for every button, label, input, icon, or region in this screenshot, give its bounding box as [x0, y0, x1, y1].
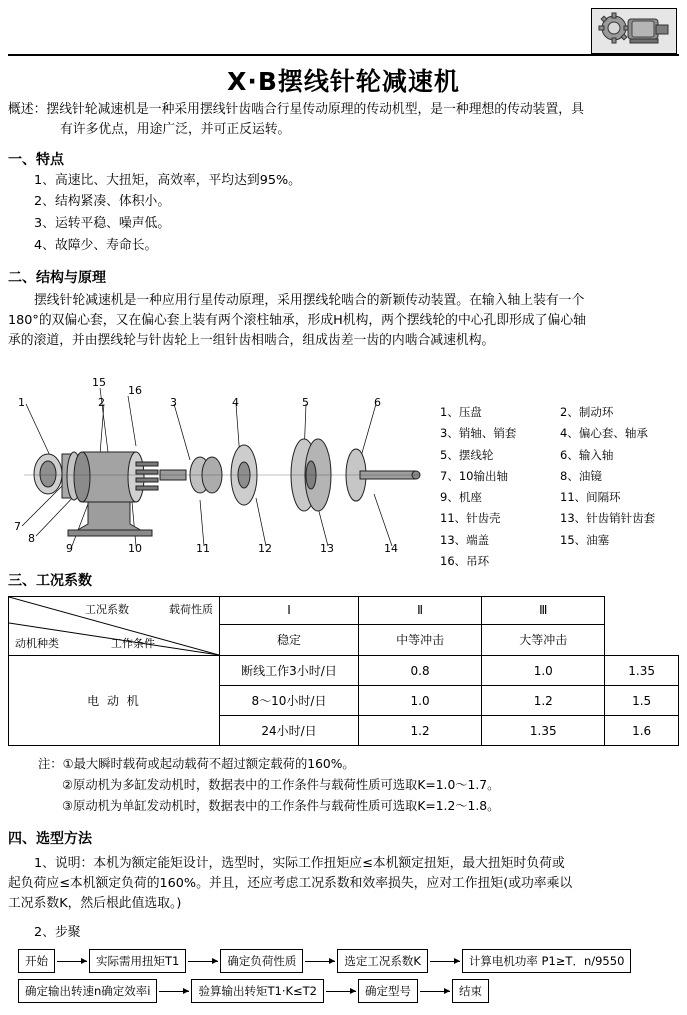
flow-step-speed-eff: 确定输出转速n确定效率i: [18, 979, 157, 1003]
legend-item-4: 4、偏心套、轴承: [560, 426, 648, 441]
section-4-line-3: 工况系数K，然后根此值选取。): [8, 895, 182, 911]
row-3-val-3: 1.6: [605, 716, 679, 746]
note-3: ③原动机为单缸发动机时，数据表中的工作条件与载荷性质可选取K=1.2～1.8。: [62, 798, 500, 813]
corner-load-label: 载荷性质: [169, 603, 213, 616]
callout-16: 16: [128, 384, 142, 397]
row-2-val-2: 1.2: [482, 686, 605, 716]
section-1-list: [34, 171, 679, 256]
row-group-label: 电 动 机: [9, 656, 220, 746]
row-1-val-3: 1.35: [605, 656, 679, 686]
row-3-condition: 24小时/日: [220, 716, 359, 746]
flow-arrow-icon: [57, 961, 87, 962]
flow-arrow-icon: [188, 961, 218, 962]
flow-row-1: [18, 949, 679, 973]
flow-arrow-icon: [326, 991, 356, 992]
table-col-1: Ⅰ: [220, 597, 359, 625]
callout-8: 8: [28, 532, 35, 545]
overview-line-2: 有许多优点，用途广泛，并可正反运转。: [60, 121, 291, 137]
section-2-line-1: 摆线针轮减速机是一种应用行星传动原理，采用摆线轮啮合的新颖传动装置。在输入轴上装有一个: [34, 292, 585, 308]
legend-item-1: 1、压盘: [440, 405, 482, 419]
table-col-sub-1: 稳定: [220, 624, 359, 655]
legend-item-6: 6、输入轴: [560, 447, 614, 462]
section-4-line-2: 起负荷应≤本机额定负荷的160%。并且，还应考虑工况系数和效率损失，应对工作扭矩(或功率乘以: [8, 875, 573, 891]
callout-10: 10: [128, 542, 142, 555]
section-2-line-3: 承的滚道，并由摆线轮与针齿轮上一组针齿相啮合，组成齿差一齿的内啮合减速机构。: [8, 332, 495, 348]
legend-item-3: 3、销轴、销套: [440, 426, 517, 441]
flow-arrow-icon: [159, 991, 189, 992]
callout-1: 1: [18, 396, 25, 409]
flow-step-torque: 实际需用扭矩T1: [89, 949, 186, 973]
flow-arrow-icon: [305, 961, 335, 962]
table-row: [9, 656, 679, 686]
gearbox-exploded-view: [4, 374, 434, 564]
gear-motor-icon: [592, 9, 674, 51]
flow-arrow-icon: [430, 961, 460, 962]
callout-12: 12: [258, 542, 272, 555]
callout-15: 15: [92, 376, 106, 389]
flow-step-end: 结束: [452, 979, 489, 1003]
section-3-heading: 三、工况系数: [8, 573, 92, 589]
callout-14: 14: [384, 542, 398, 555]
row-2-condition: 8～10小时/日: [220, 686, 359, 716]
table-notes: [38, 754, 687, 817]
section-4-line-4: 2、步聚: [34, 925, 81, 941]
legend-item-16: 16、吊环: [440, 553, 490, 568]
table-col-sub-3: 大等冲击: [482, 624, 605, 655]
row-3-val-1: 1.2: [359, 716, 482, 746]
callout-4: 4: [232, 396, 239, 409]
flow-step-verify: 验算输出转矩T1·K≤T2: [191, 979, 324, 1003]
legend-item-2: 2、制动环: [560, 405, 614, 419]
row-2-val-1: 1.0: [359, 686, 482, 716]
legend-item-15: 15、油塞: [560, 532, 610, 547]
product-logo: [591, 8, 677, 54]
legend-item-13b: 13、针齿销针齿套: [560, 511, 656, 526]
flow-step-start: 开始: [18, 949, 55, 973]
flow-step-load-type: 确定负荷性质: [220, 949, 303, 973]
section-2-line-2: 180°的双偏心套，又在偏心套上装有两个滚柱轴承，形成H机构，两个摆线轮的中心孔即形成了偏心轴: [8, 312, 586, 328]
flow-step-k-factor: 选定工况系数K: [337, 949, 428, 973]
page-title: X·B摆线针轮减速机: [227, 67, 460, 96]
overview-block: [8, 100, 679, 140]
table-col-2: Ⅱ: [359, 597, 482, 625]
top-divider: [8, 54, 679, 56]
section-1-heading: 一、特点: [8, 151, 64, 168]
table-col-sub-2: 中等冲击: [359, 624, 482, 655]
row-2-val-3: 1.5: [605, 686, 679, 716]
callout-3: 3: [170, 396, 177, 409]
legend-item-13: 13、端盖: [440, 532, 490, 547]
legend-item-9: 9、机座: [440, 490, 482, 505]
table-corner-header: [9, 597, 220, 656]
section-2-heading: 二、结构与原理: [8, 269, 106, 286]
section-4-heading: 四、选型方法: [8, 831, 92, 847]
legend-item-7: 7、10输出轴: [440, 468, 508, 483]
selection-flowchart: [18, 949, 679, 1003]
legend-item-5: 5、摆线轮: [440, 447, 494, 462]
section-4-line-1: 1、说明：本机为额定能矩设计，选型时，实际工作扭矩应≤本机额定扭矩，最大扭矩时负荷或: [34, 856, 565, 871]
feature-item-3: 3、运转平稳、噪声低。: [34, 216, 171, 232]
flow-step-model: 确定型号: [358, 979, 418, 1003]
row-1-val-1: 0.8: [359, 656, 482, 686]
working-condition-table: [8, 596, 679, 746]
overview-label: 概述：: [8, 102, 47, 117]
feature-item-1: 1、高速比、大扭矩，高效率，平均达到95%。: [34, 172, 301, 188]
callout-11: 11: [196, 542, 210, 555]
note-1: 注：①最大瞬时载荷或起动载荷不超过额定载荷的160%。: [38, 757, 355, 771]
legend-item-8: 8、油镜: [560, 468, 602, 483]
row-1-condition: 断线工作3小时/日: [220, 656, 359, 686]
callout-9: 9: [66, 542, 73, 555]
callout-13: 13: [320, 542, 334, 555]
callout-6: 6: [374, 396, 381, 409]
diagram-legend: [440, 402, 680, 572]
flow-arrow-icon: [420, 991, 450, 992]
corner-cond-label: 工作条件: [111, 637, 155, 650]
row-1-val-2: 1.0: [482, 656, 605, 686]
corner-kind-label: 动机种类: [15, 637, 59, 650]
corner-top-label: 工况系数: [85, 603, 129, 616]
feature-item-2: 2、结构紧凑、体积小。: [34, 194, 171, 210]
section-2-body: [8, 291, 679, 350]
note-2: ②原动机为多缸发动机时，数据表中的工作条件与载荷性质可选取K=1.0～1.7。: [62, 777, 500, 792]
legend-item-11: 11、针齿壳: [440, 511, 501, 526]
flow-row-2: [18, 979, 679, 1003]
flow-step-power: 计算电机功率 P1≥T．n/9550: [462, 949, 632, 973]
callout-5: 5: [302, 396, 309, 409]
row-3-val-2: 1.35: [482, 716, 605, 746]
overview-line-1: 摆线针轮减速机是一种采用摆线针齿啮合行星传动原理的传动机型，是一种理想的传动装置，具: [46, 102, 584, 117]
feature-item-4: 4、故障少、寿命长。: [34, 238, 158, 254]
assembly-diagram: [0, 374, 687, 566]
callout-2: 2: [98, 396, 105, 409]
legend-item-11b: 11、间隔环: [560, 490, 621, 505]
table-col-3: Ⅲ: [482, 597, 605, 625]
callout-7: 7: [14, 520, 21, 533]
